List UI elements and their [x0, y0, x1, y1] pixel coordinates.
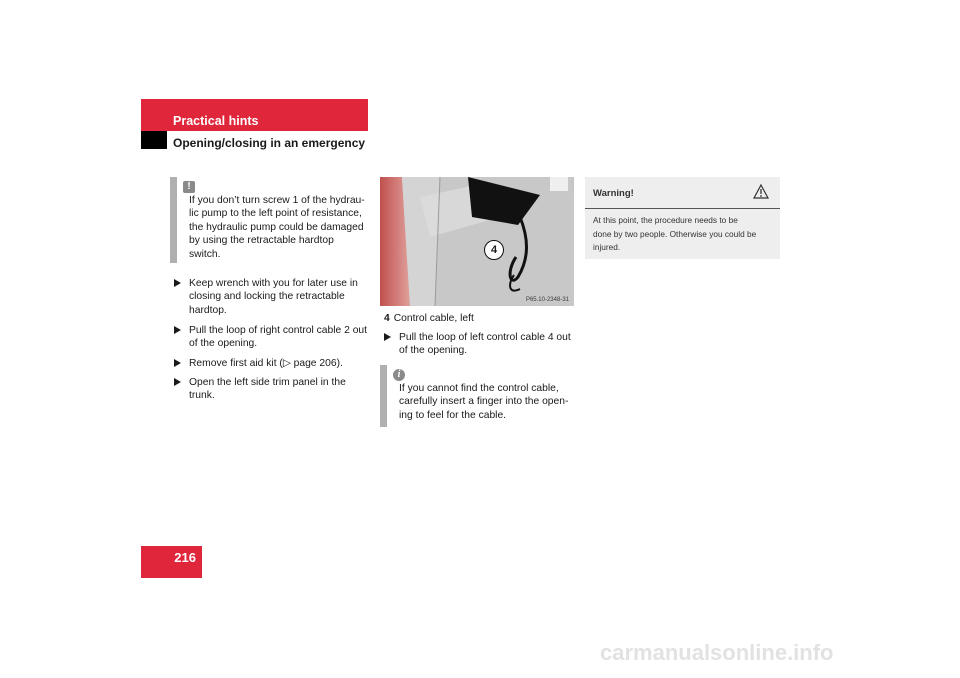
watermark: carmanualsonline.info: [600, 640, 834, 665]
step-line: Pull the loop of right control cable 2 out: [189, 325, 368, 336]
page-number: 216: [174, 550, 196, 565]
page-number-box: [141, 546, 202, 578]
warning-title: Warning!: [593, 188, 634, 199]
caution-line: the hydraulic pump could be damaged: [189, 221, 364, 233]
step-line: hardtop.: [189, 304, 227, 316]
info-line: ing to feel for the cable.: [399, 409, 507, 421]
subsection-title: Opening/closing in an emergency: [173, 136, 366, 150]
caution-line: switch.: [189, 248, 221, 260]
info-note: [380, 365, 580, 427]
info-icon: i: [393, 369, 405, 381]
warning-line: injured.: [593, 242, 621, 252]
info-text: [399, 382, 568, 422]
exclamation-icon: !: [183, 181, 195, 193]
info-line: If you cannot find the control cable,: [399, 383, 559, 394]
info-line: carefully insert a finger into the open-: [399, 396, 569, 408]
section-header: [141, 99, 368, 131]
step-line: Keep wrench with you for later use in: [189, 278, 358, 289]
step-line: Pull the loop of left control cable 4 out: [399, 332, 571, 343]
step-line: of the opening.: [189, 338, 258, 350]
warning-divider: [585, 208, 780, 209]
note-bar: [380, 365, 387, 427]
bullet-arrow-icon: [174, 378, 181, 386]
step-line: closing and locking the retractable: [189, 291, 345, 303]
bullet-arrow-icon: [174, 359, 181, 367]
figure-code: P65.10-2348-31: [525, 297, 569, 303]
figure-caption: [384, 313, 474, 324]
step-line: Remove first aid kit (▷ page 206).: [189, 358, 343, 369]
warning-triangle-icon: [753, 184, 769, 199]
caption-number: 4: [384, 313, 390, 324]
warning-line: At this point, the procedure needs to be: [593, 215, 738, 225]
bullet-arrow-icon: [174, 279, 181, 287]
bullet-arrow-icon: [384, 333, 391, 341]
bullet-arrow-icon: [174, 326, 181, 334]
header-marker: [141, 131, 167, 149]
caption-text: Control cable, left: [393, 313, 474, 324]
warning-text: [593, 214, 756, 255]
note-bar: [170, 177, 177, 263]
step-line: Open the left side trim panel in the: [189, 377, 346, 388]
figure-trunk-photo: [380, 177, 574, 306]
caution-text: [189, 194, 365, 261]
caution-line: lic pump to the left point of resistance,: [189, 208, 362, 220]
trunk-illustration: [380, 177, 574, 306]
caution-note: [170, 177, 370, 263]
caution-line: by using the retractable hardtop: [189, 235, 334, 247]
step-line: of the opening.: [399, 345, 468, 357]
section-title: Practical hints: [173, 114, 259, 128]
caution-line: If you don’t turn screw 1 of the hydrau-: [189, 195, 365, 206]
step-line: trunk.: [189, 390, 215, 402]
figure-callout: 4: [484, 240, 504, 260]
warning-box: [585, 177, 780, 259]
warning-line: done by two people. Otherwise you could be: [593, 228, 757, 239]
